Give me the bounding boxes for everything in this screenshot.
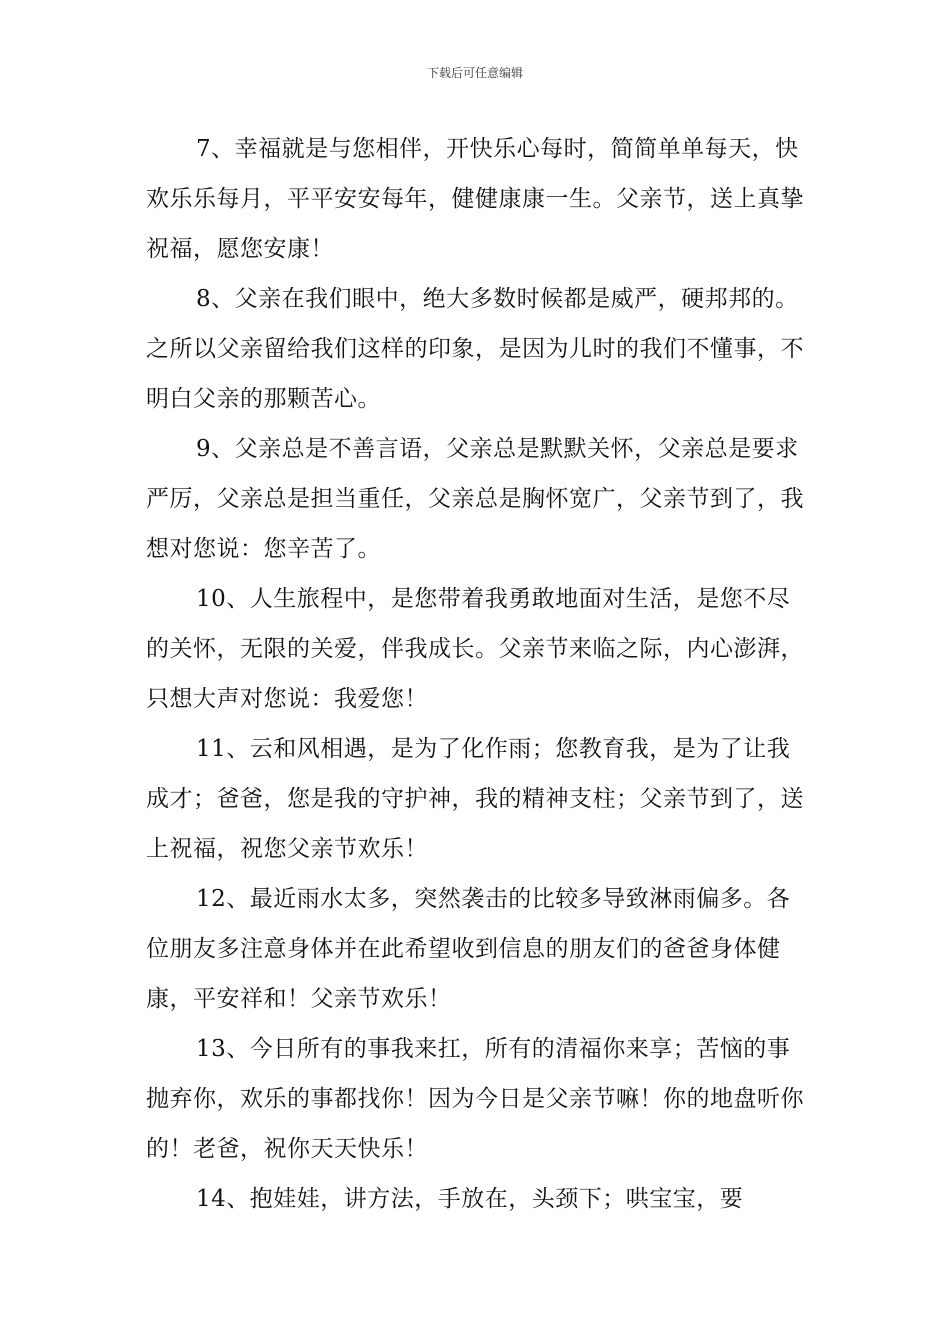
page-header: 下载后可任意编辑 bbox=[426, 66, 523, 80]
paragraph-11: 11、云和风相遇，是为了化作雨；您教育我，是为了让我成才；爸爸，您是我的守护神，我的精神支柱；父亲节到了，送上祝福，祝您父亲节欢乐！ bbox=[146, 736, 804, 862]
paragraph-8: 8、父亲在我们眼中，绝大多数时候都是威严，硬邦邦的。之所以父亲留给我们这样的印象，是因为儿时的我们不懂事，不明白父亲的那颗苦心。 bbox=[146, 286, 804, 412]
paragraph-10: 10、人生旅程中，是您带着我勇敢地面对生活，是您不尽的关怀，无限的关爱，伴我成长。父亲节来临之际，内心澎湃，只想大声对您说：我爱您！ bbox=[146, 586, 804, 712]
paragraph-13: 13、今日所有的事我来扛，所有的清福你来享；苦恼的事抛弃你，欢乐的事都找你！因为今日是父亲节嘛！你的地盘听你的！老爸，祝你天天快乐！ bbox=[146, 1036, 804, 1162]
document-body bbox=[146, 124, 810, 1224]
paragraph-12: 12、最近雨水太多，突然袭击的比较多导致淋雨偏多。各位朋友多注意身体并在此希望收到信息的朋友们的爸爸身体健康，平安祥和！父亲节欢乐！ bbox=[146, 886, 791, 1012]
paragraph-14: 14、抱娃娃，讲方法，手放在，头颈下；哄宝宝，要 bbox=[196, 1186, 744, 1212]
paragraph-7: 7、幸福就是与您相伴，开快乐心每时，简简单单每天，快欢乐乐每月，平平安安每年，健健康康一生。父亲节，送上真挚祝福，愿您安康！ bbox=[146, 136, 804, 262]
paragraph-9: 9、父亲总是不善言语，父亲总是默默关怀，父亲总是要求严厉，父亲总是担当重任，父亲总是胸怀宽广，父亲节到了，我想对您说：您辛苦了。 bbox=[146, 436, 804, 562]
